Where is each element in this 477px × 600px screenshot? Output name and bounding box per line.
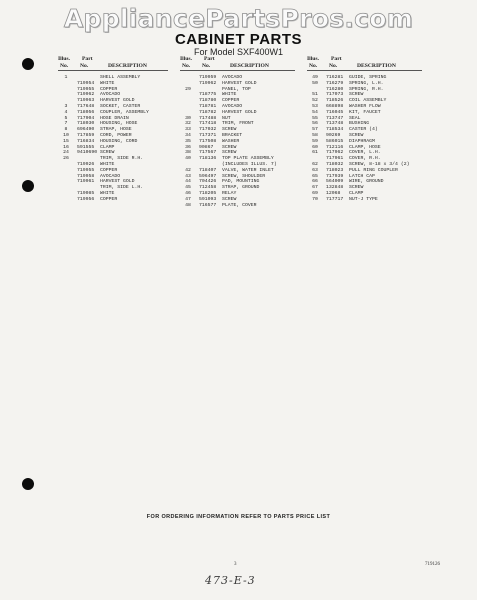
illus-number: 10 <box>63 132 69 138</box>
column-header <box>58 56 168 73</box>
part-description: WASHER <box>222 138 240 144</box>
illus-header-top: Illus. <box>307 56 319 62</box>
part-number: 719955 <box>77 86 95 92</box>
illus-number: 58 <box>312 132 318 138</box>
header-rule <box>58 70 168 71</box>
illus-header-bottom: No. <box>309 63 318 69</box>
illus-header-bottom: No. <box>60 63 69 69</box>
punch-hole-bottom <box>22 478 34 490</box>
parts-column-1 <box>58 56 168 203</box>
part-number: 719962 <box>199 80 217 86</box>
document-number: 719126 <box>425 562 440 567</box>
part-description: TOP PLATE ASSEMBLY <box>222 156 274 162</box>
illus-number: 24 <box>63 150 69 156</box>
part-number: 718136 <box>199 156 217 162</box>
part-number: 718407 <box>199 167 217 173</box>
watermark: AppliancePartsPros.com <box>63 4 414 33</box>
part-description: PAD, MOUNTING <box>222 179 260 185</box>
part-description: AVOCADO <box>100 173 121 179</box>
part-number: 717859 <box>77 132 95 138</box>
part-header-top: Part <box>82 56 93 62</box>
part-number: 716577 <box>199 202 217 208</box>
part-number: 564009 <box>326 179 344 185</box>
part-header-bottom: No. <box>329 63 338 69</box>
illus-number: 57 <box>312 127 318 133</box>
part-number: 712116 <box>326 144 344 150</box>
illus-number: 51 <box>312 92 318 98</box>
parts-rows <box>58 75 168 203</box>
illus-number: 42 <box>185 167 191 173</box>
part-number: 716834 <box>77 138 95 144</box>
part-number: 717371 <box>199 132 217 138</box>
part-number: 718526 <box>326 98 344 104</box>
part-description: AVOCADO <box>222 103 243 109</box>
part-description: AVOCADO <box>222 75 243 80</box>
part-number: 591555 <box>77 144 95 150</box>
illus-number: 38 <box>185 150 191 156</box>
page-title: CABINET PARTS <box>174 31 303 48</box>
part-number: 90867 <box>199 144 214 150</box>
part-description: COPPER <box>100 196 118 202</box>
part-description: CLAMP, HOSE <box>349 144 381 150</box>
part-number: 716279 <box>326 80 344 86</box>
illus-number: 55 <box>312 115 318 121</box>
part-description: PLATE, COVER <box>222 202 257 208</box>
part-number: 719963 <box>77 98 95 104</box>
illus-number: 40 <box>185 156 191 162</box>
part-description: COVER, L.H. <box>349 150 381 156</box>
part-description: SCREW <box>222 127 237 133</box>
illus-number: 63 <box>312 167 318 173</box>
illus-number: 5 <box>64 115 68 121</box>
illus-number: 1 <box>64 75 68 80</box>
part-number: 704426 <box>199 179 217 185</box>
illus-number: 65 <box>312 173 318 179</box>
illus-number: 30 <box>185 115 191 121</box>
part-description: SCREW <box>222 144 237 150</box>
illus-number: 3 <box>64 103 68 109</box>
part-number: 716281 <box>326 75 344 80</box>
part-number: 717567 <box>199 150 217 156</box>
part-description: SCREW, 8-18 x 3/4 (2) <box>349 161 410 167</box>
illus-number: 47 <box>185 196 191 202</box>
illus-number: 69 <box>312 190 318 196</box>
illus-number: 44 <box>185 179 191 185</box>
part-number: 90269 <box>326 132 341 138</box>
part-number: 717904 <box>77 115 95 121</box>
part-number: 719962 <box>77 92 95 98</box>
part-description: STRAP, GROUND <box>222 185 260 191</box>
part-description: WHITE <box>100 190 115 196</box>
part-description: SCREW <box>349 92 364 98</box>
illus-number: 45 <box>185 185 191 191</box>
part-description: WIRE, GROUND <box>349 179 384 185</box>
part-number: 719959 <box>199 75 217 80</box>
part-number: 719954 <box>77 80 95 86</box>
part-number: 716045 <box>326 109 344 115</box>
part-number: 668898 <box>326 103 344 109</box>
part-description: PULL RING COUPLER <box>349 167 398 173</box>
part-description: RELAY <box>222 190 237 196</box>
illus-number: 8 <box>64 127 68 133</box>
part-description: (INCLUDES ILLUS. 7) <box>222 161 277 167</box>
part-number: 717418 <box>199 121 217 127</box>
ordering-footer: FOR ORDERING INFORMATION REFER TO PARTS PRICE LIST <box>146 514 331 520</box>
part-description: COVER, R.H. <box>349 156 381 162</box>
part-description: SPRING, L.H. <box>349 80 384 86</box>
part-description: HARVEST GOLD <box>222 109 257 115</box>
part-number: 717717 <box>326 196 344 202</box>
part-number: 132848 <box>326 185 344 191</box>
part-description: COPPER <box>222 98 240 104</box>
part-number: 712458 <box>199 185 217 191</box>
header-rule <box>180 70 295 71</box>
illus-number: 35 <box>185 138 191 144</box>
part-number: 718032 <box>326 161 344 167</box>
part-description: TRIM, SIDE L.H. <box>100 185 144 191</box>
part-header-bottom: No. <box>80 63 89 69</box>
parts-column-2 <box>180 56 295 208</box>
description-header: DESCRIPTION <box>108 63 147 69</box>
part-header-bottom: No. <box>202 63 211 69</box>
part-description: SPRING, R.H. <box>349 86 384 92</box>
part-number: 596497 <box>199 173 217 179</box>
part-number: 718780 <box>199 98 217 104</box>
illus-number: 43 <box>185 173 191 179</box>
illus-number: 50 <box>312 80 318 86</box>
part-row <box>180 203 295 209</box>
part-description: SEAL <box>349 115 361 121</box>
part-description: LATCH CAP <box>349 173 375 179</box>
part-description: SCREW <box>222 196 237 202</box>
part-number: 713747 <box>326 115 344 121</box>
part-description: WASHER FLOW <box>349 103 381 109</box>
handwritten-note: 473-E-3 <box>205 574 256 587</box>
part-number: 718782 <box>199 109 217 115</box>
part-description: TRIM, SIDE R.H. <box>100 156 144 162</box>
part-description: SCREW <box>222 150 237 156</box>
header-rule <box>307 70 422 71</box>
part-number: 717648 <box>77 103 95 109</box>
illus-number: 49 <box>312 75 318 80</box>
part-description: HARVEST GOLD <box>222 80 257 86</box>
parts-rows <box>307 75 422 203</box>
part-header-top: Part <box>204 56 215 62</box>
part-description: AVOCADO <box>100 92 121 98</box>
part-number: 718775 <box>199 92 217 98</box>
illus-number: 53 <box>312 103 318 109</box>
part-description: STRAP, HOSE <box>100 127 132 133</box>
part-number: 718205 <box>199 190 217 196</box>
illus-number: 16 <box>63 144 69 150</box>
part-description: HOSE DRAIN <box>100 115 129 121</box>
description-header: DESCRIPTION <box>357 63 396 69</box>
illus-number: 62 <box>312 161 318 167</box>
part-number: 716280 <box>326 86 344 92</box>
part-description: WHITE <box>222 92 237 98</box>
illus-number: 4 <box>64 109 68 115</box>
page-number: 3 <box>234 562 237 567</box>
part-number: 718030 <box>77 121 95 127</box>
part-description: KIT, FAUCET <box>349 109 381 115</box>
part-description: COPPER <box>100 86 118 92</box>
part-number: 591093 <box>199 196 217 202</box>
part-number: 586015 <box>326 138 344 144</box>
part-number: 696490 <box>77 127 95 133</box>
illus-number: 33 <box>185 127 191 133</box>
part-description: WHITE <box>100 161 115 167</box>
part-number: 718534 <box>326 127 344 133</box>
illus-number: 60 <box>312 144 318 150</box>
illus-number: 26 <box>63 156 69 162</box>
illus-number: 54 <box>312 109 318 115</box>
illus-number: 32 <box>185 121 191 127</box>
illus-number: 61 <box>312 150 318 156</box>
part-header-top: Part <box>331 56 342 62</box>
illus-number: 46 <box>185 190 191 196</box>
part-number: 717961 <box>326 156 344 162</box>
part-description: WHITE <box>100 80 115 86</box>
punch-hole-middle <box>22 180 34 192</box>
part-number: 718023 <box>326 167 344 173</box>
part-description: HARVEST GOLD <box>100 98 135 104</box>
part-row <box>58 197 168 203</box>
illus-number: 52 <box>312 98 318 104</box>
parts-rows <box>180 75 295 208</box>
column-header <box>307 56 422 73</box>
part-number: 717488 <box>199 115 217 121</box>
part-description: VALVE, WATER INLET <box>222 167 274 173</box>
part-number: 717962 <box>326 150 344 156</box>
part-description: GUIDE, SPRING <box>349 75 387 80</box>
illus-number: 66 <box>312 179 318 185</box>
page-subtitle: For Model SXF400W1 <box>193 47 284 57</box>
illus-number: 29 <box>185 86 191 92</box>
illus-number: 59 <box>312 138 318 144</box>
part-description: SCREW <box>349 185 364 191</box>
part-description: DIAPHRAGM <box>349 138 375 144</box>
illus-number: 67 <box>312 185 318 191</box>
part-number: 718781 <box>199 103 217 109</box>
part-description: SHELL ASSEMBLY <box>100 75 141 80</box>
part-number: 717939 <box>326 173 344 179</box>
part-description: SOCKET, CASTER <box>100 103 141 109</box>
part-description: CLAMP <box>349 190 364 196</box>
part-description: COIL ASSEMBLY <box>349 98 387 104</box>
part-description: TRIM, FRONT <box>222 121 254 127</box>
part-number: 719961 <box>77 179 95 185</box>
part-description: CASTER (4) <box>349 127 378 133</box>
part-description: PANEL, TOP <box>222 86 251 92</box>
part-number: 12068 <box>326 190 341 196</box>
part-number: 719955 <box>77 167 95 173</box>
illus-number: 56 <box>312 121 318 127</box>
illus-header-top: Illus. <box>58 56 70 62</box>
part-description: CORD, POWER <box>100 132 132 138</box>
illus-number: 15 <box>63 138 69 144</box>
part-description: NUT-J TYPE <box>349 196 378 202</box>
illus-number: 34 <box>185 132 191 138</box>
part-number: 719085 <box>77 190 95 196</box>
part-number: 9410690 <box>77 150 98 156</box>
part-number: 717508 <box>199 138 217 144</box>
part-number: 717032 <box>199 127 217 133</box>
part-description: SCREW, SHOULDER <box>222 173 266 179</box>
illus-number: 7 <box>64 121 68 127</box>
part-row <box>307 197 422 203</box>
parts-column-3 <box>307 56 422 203</box>
part-description: HOUSING, HOSE <box>100 121 138 127</box>
part-number: 717073 <box>326 92 344 98</box>
part-description: NUT <box>222 115 231 121</box>
part-number: 719956 <box>77 196 95 202</box>
punch-hole-top <box>22 58 34 70</box>
part-description: COPPER <box>100 167 118 173</box>
part-description: BRACKET <box>222 132 243 138</box>
illus-number: 36 <box>185 144 191 150</box>
part-description: HOUSING, CORD <box>100 138 138 144</box>
part-description: SCREW <box>349 132 364 138</box>
part-number: 719926 <box>77 161 95 167</box>
part-number: 718056 <box>77 109 95 115</box>
part-description: HARVEST GOLD <box>100 179 135 185</box>
part-description: BUSHING <box>349 121 370 127</box>
part-description: COUPLER, ASSEMBLY <box>100 109 149 115</box>
description-header: DESCRIPTION <box>230 63 269 69</box>
illus-header-top: Illus. <box>180 56 192 62</box>
part-description: SCREW <box>100 150 115 156</box>
illus-header-bottom: No. <box>182 63 191 69</box>
part-number: 719958 <box>77 173 95 179</box>
illus-number: 48 <box>185 202 191 208</box>
illus-number: 70 <box>312 196 318 202</box>
column-header <box>180 56 295 73</box>
part-number: 713748 <box>326 121 344 127</box>
part-description: CLAMP <box>100 144 115 150</box>
